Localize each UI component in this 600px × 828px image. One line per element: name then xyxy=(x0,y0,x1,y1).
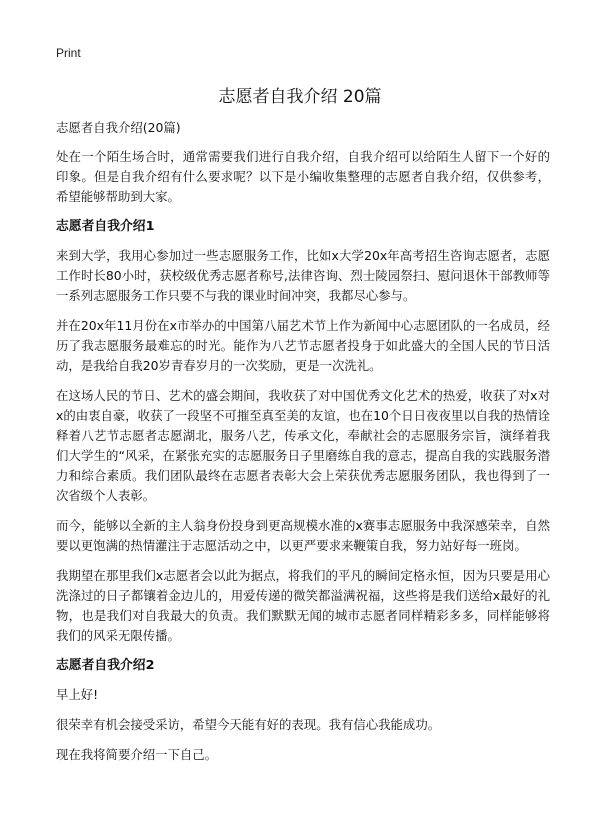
section-heading-1: 志愿者自我介绍1 xyxy=(56,219,155,234)
document-subtitle: 志愿者自我介绍(20篇) xyxy=(56,120,181,135)
print-link[interactable]: Print xyxy=(56,46,81,60)
section-1-paragraph: 并在20x年11月份在x市举办的中国第八届艺术节上作为新闻中心志愿团队的一名成员，经历了我志愿服务最难忘的时光。能作为八艺节志愿者投身于如此盛大的全国人民的节日活动，是我给自我20岁青春岁月的一次奖励，更是一次洗礼。 xyxy=(56,318,550,373)
section-2-paragraph: 早上好! xyxy=(56,687,99,702)
intro-paragraph: 处在一个陌生场合时，通常需要我们进行自我介绍，自我介绍可以给陌生人留下一个好的印象。但是自我介绍有什么要求呢？以下是小编收集整理的志愿者自我介绍，仅供参考，希望能够帮助到大家。 xyxy=(56,149,550,204)
section-1-paragraph: 我期望在那里我们x志愿者会以此为据点，将我们的平凡的瞬间定格永恒，因为只要是用心洗涤过的日子都镶着金边儿的，用爱传递的微笑都溢满祝福，这些将是我们送给x最好的礼物，也是我们对自我最大的负责。我们默默无闻的城市志愿者同样精彩多多，同样能够将我们的风采无限传播。 xyxy=(56,568,550,643)
section-2-paragraph: 现在我将简要介绍一下自己。 xyxy=(56,747,218,762)
section-1-paragraph: 而今，能够以全新的主人翁身份投身到更高规模水准的x赛事志愿服务中我深感荣幸，自然要以更饱满的热情灌注于志愿活动之中，以更严要求来鞭策自我，努力站好每一班岗。 xyxy=(56,518,550,553)
section-1-paragraph: 来到大学，我用心参加过一些志愿服务工作，比如x大学20x年高考招生咨询志愿者，志愿工作时长80小时，获校级优秀志愿者称号,法律咨询、烈士陵园祭扫、慰问退休干部教师等一系列志愿服务工作只要不与我的课业时间冲突，我都尽心参与。 xyxy=(56,248,550,303)
page-title: 志愿者自我介绍 20篇 xyxy=(218,87,382,107)
section-1-paragraph: 在这场人民的节日、艺术的盛会期间，我收获了对中国优秀文化艺术的热爱，收获了对x对x的由衷自豪，收获了一段坚不可摧至真至美的友谊，也在10个日日夜夜里以自我的热情诠释着八艺节志愿者志愿湖北，服务八艺，传承文化，奉献社会的志愿服务宗旨，演绎着我们大学生的“风采，在紧张充实的志愿服务日子里磨练自我的意志，提高自我的实践服务潜力和综合素质。我们团队最终在志愿者表彰大会上荣获优秀志愿服务团队，我也得到了一次省级个人表彰。 xyxy=(56,388,550,503)
section-2-paragraph: 很荣幸有机会接受采访，希望今天能有好的表现。我有信心我能成功。 xyxy=(56,717,441,732)
section-heading-2: 志愿者自我介绍2 xyxy=(56,658,155,673)
document-body xyxy=(56,118,550,775)
